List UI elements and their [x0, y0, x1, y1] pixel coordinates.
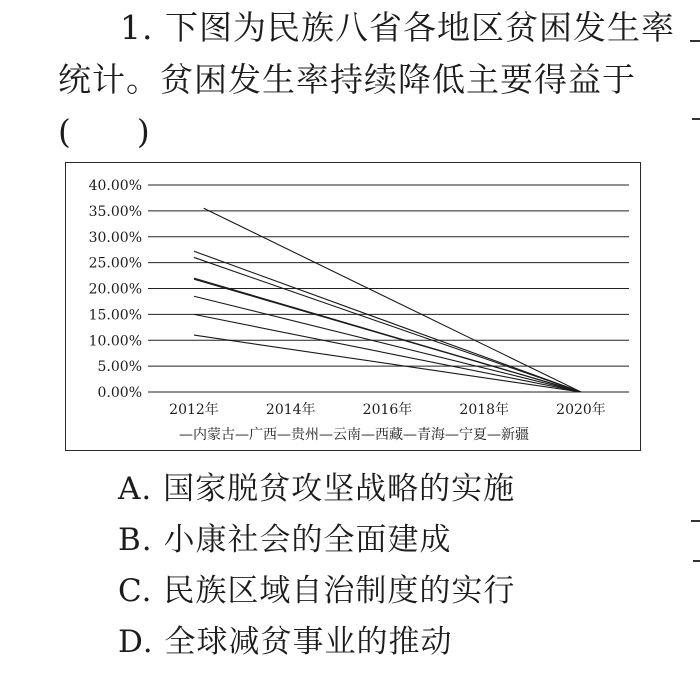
y-tick-label: 5.00% [97, 359, 142, 376]
page-edge-mark [690, 40, 700, 42]
chart-canvas [66, 163, 642, 452]
option-d[interactable]: D. 全球减贫事业的推动 [118, 624, 453, 660]
answer-blank: ( ) [58, 112, 150, 151]
series-line-青海 [194, 251, 581, 392]
y-tick-label: 40.00% [88, 178, 142, 194]
question-text-line-1: 1. 下图为民族八省各地区贫困发生率 [120, 8, 675, 47]
page-edge-mark [693, 560, 700, 562]
page-edge-mark [691, 520, 700, 522]
y-tick-label: 10.00% [88, 333, 142, 350]
x-tick-label: 2012年 [169, 402, 219, 418]
option-c[interactable]: C. 民族区域自治制度的实行 [118, 573, 516, 609]
series-line-宁夏 [194, 314, 581, 392]
option-b[interactable]: B. 小康社会的全面建成 [118, 522, 452, 558]
y-tick-label: 35.00% [88, 203, 142, 220]
poverty-rate-chart [65, 162, 641, 451]
page-edge-mark [692, 118, 700, 120]
question-text-line-2: 统计。贫困发生率持续降低主要得益于 [58, 60, 636, 99]
y-tick-label: 15.00% [88, 307, 142, 324]
series-line-贵州 [194, 257, 581, 392]
y-tick-label: 20.00% [88, 281, 142, 298]
option-a[interactable]: A. 国家脱贫攻坚战略的实施 [118, 471, 516, 507]
y-tick-label: 30.00% [88, 229, 142, 246]
x-tick-label: 2016年 [362, 402, 413, 418]
y-tick-label: 0.00% [97, 385, 142, 401]
y-tick-label: 25.00% [88, 255, 142, 272]
chart-legend: —内蒙古—广西—贵州—云南—西藏—青海—宁夏—新疆 [179, 427, 529, 443]
x-tick-label: 2014年 [265, 402, 316, 418]
x-tick-label: 2018年 [459, 402, 510, 418]
x-tick-label: 2020年 [556, 402, 606, 418]
series-line-新疆 [194, 279, 581, 392]
